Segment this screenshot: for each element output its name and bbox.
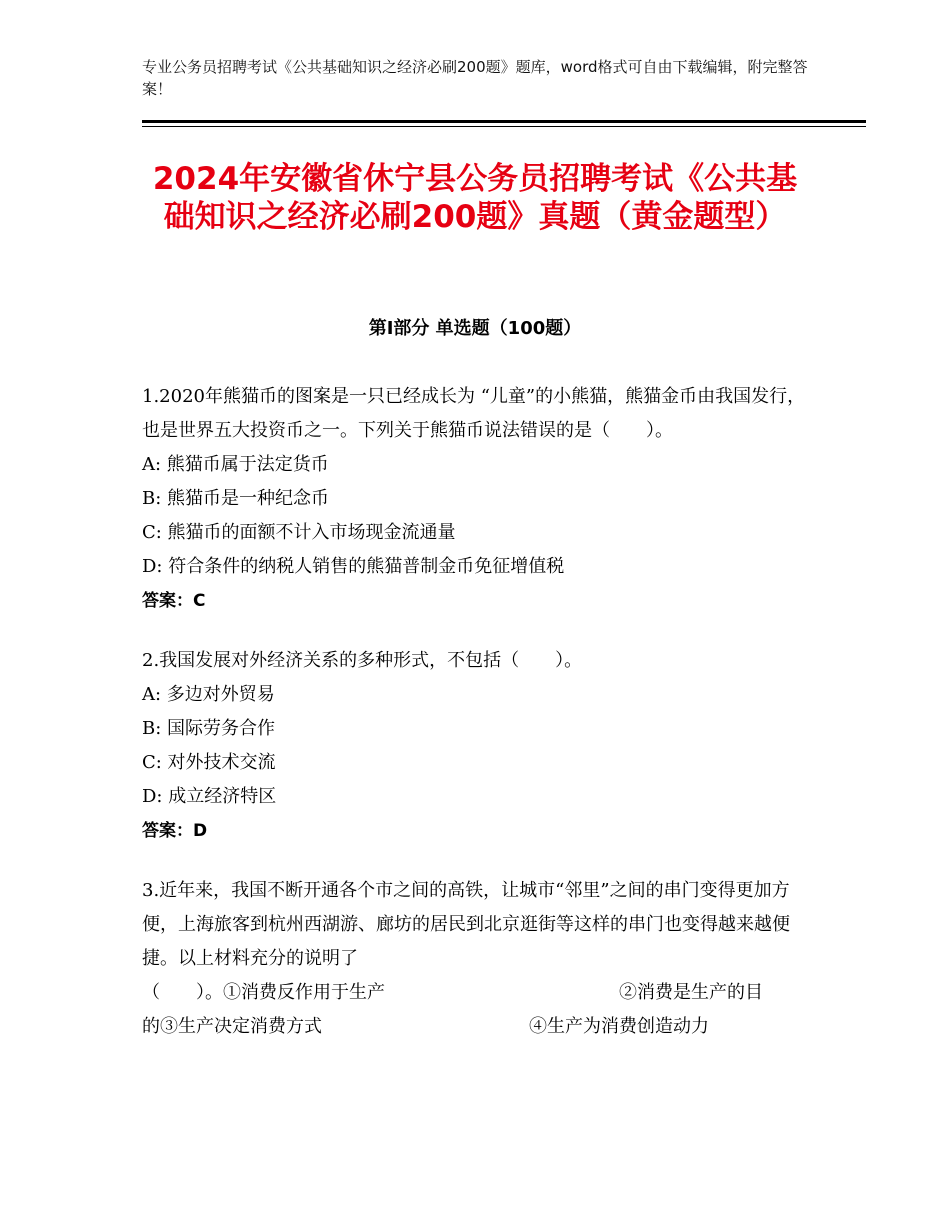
option-c: C: 对外技术交流 (142, 752, 276, 773)
option-d: D: 成立经济特区 (142, 786, 277, 807)
answer-value: D (193, 821, 208, 841)
answer-line (142, 584, 808, 618)
question-2 (142, 644, 808, 848)
option-c: C: 熊猫币的面额不计入市场现金流通量 (142, 522, 456, 543)
header-rule-thin (142, 126, 866, 127)
choice-line (142, 976, 808, 1010)
question-3 (142, 874, 808, 1044)
choice-text-right: ②消费是生产的目 (619, 982, 763, 1003)
header-rule-thick (142, 120, 866, 123)
option-b: B: 熊猫币是一种纪念币 (142, 488, 330, 509)
document-title: 2024年安徽省休宁县公务员招聘考试《公共基础知识之经济必刷200题》真题（黄金题型） (152, 161, 798, 235)
question-1 (142, 380, 808, 618)
question-stem: 2.我国发展对外经济关系的多种形式，不包括（ ）。 (142, 650, 583, 671)
option-d: D: 符合条件的纳税人销售的熊猫普制金币免征增值税 (142, 556, 565, 577)
option-b: B: 国际劳务合作 (142, 718, 276, 739)
choice-text-right: ④生产为消费创造动力 (529, 1016, 709, 1037)
answer-line (142, 814, 808, 848)
option-a: A: 熊猫币属于法定货币 (142, 454, 329, 475)
answer-value: C (193, 591, 206, 611)
question-list (142, 380, 808, 1070)
header-note: 专业公务员招聘考试《公共基础知识之经济必刷200题》题库，word格式可自由下载编辑，附完整答案！ (142, 58, 808, 98)
section-title: 第Ⅰ部分 单选题（100题） (368, 318, 582, 339)
choice-text-left: 的③生产决定消费方式 (142, 1016, 322, 1037)
choice-line (142, 1010, 808, 1044)
choice-text-left: （ ）。①消费反作用于生产 (142, 982, 385, 1003)
question-stem: 3.近年来，我国不断开通各个市之间的高铁，让城市“邻里”之间的串门变得更加方便，上海旅客到杭州西湖游、廊坊的居民到北京逛街等这样的串门也变得越来越便捷。以上材料充分的说明了 (142, 880, 790, 969)
answer-label: 答案： (142, 821, 193, 841)
option-a: A: 多边对外贸易 (142, 684, 275, 705)
answer-label: 答案： (142, 591, 193, 611)
question-stem: 1.2020年熊猫币的图案是一只已经成长为 “儿童”的小熊猫，熊猫金币由我国发行，也是世界五大投资币之一。下列关于熊猫币说法错误的是（ ）。 (142, 386, 806, 441)
